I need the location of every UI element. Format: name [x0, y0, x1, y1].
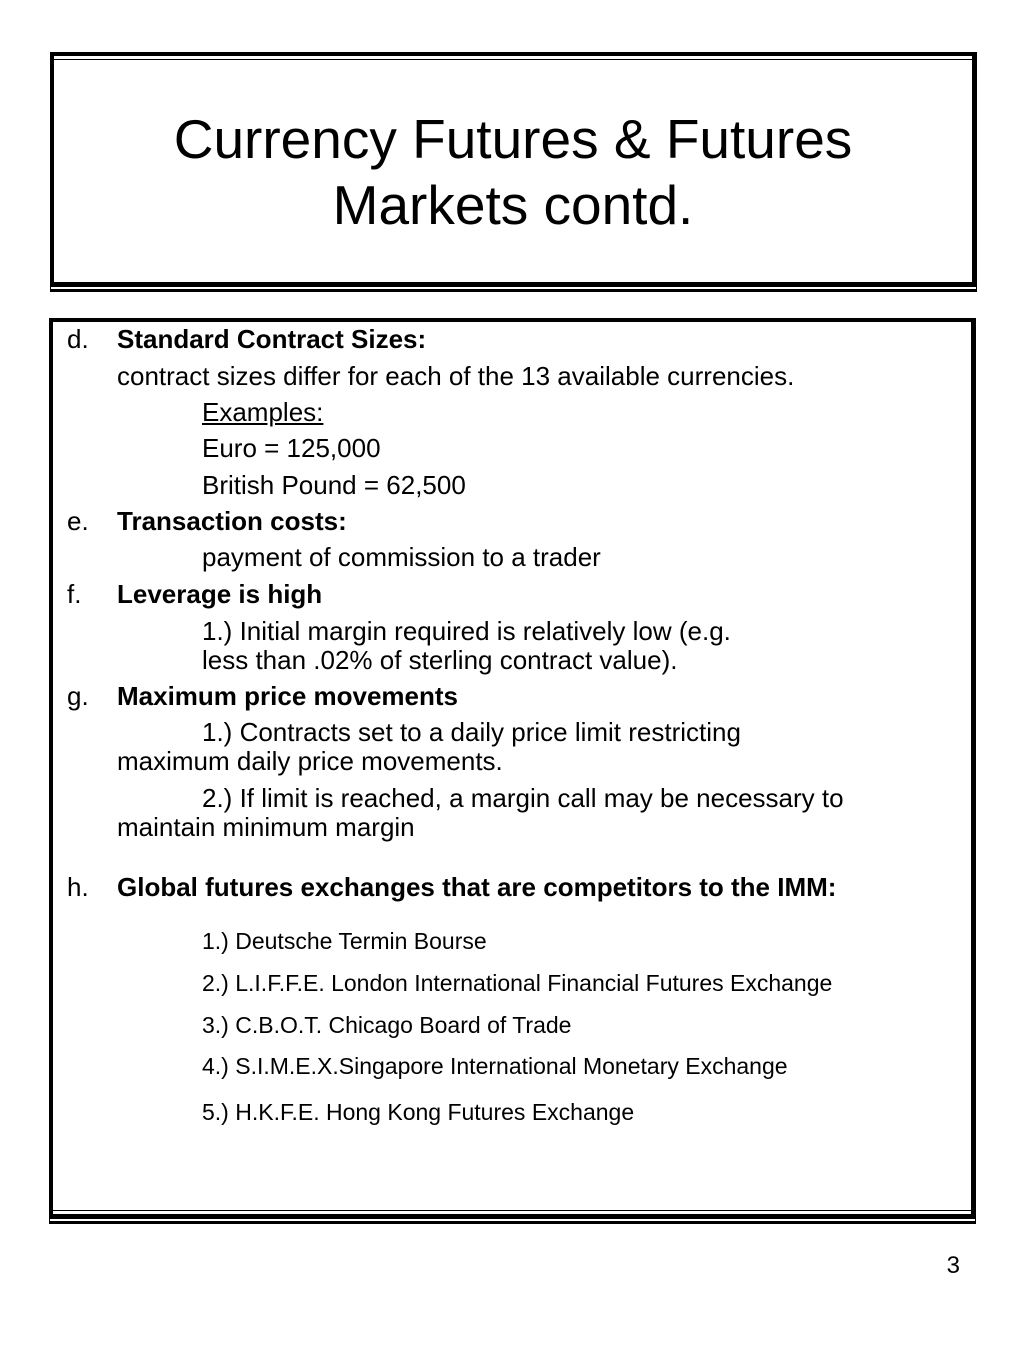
- title-box: [50, 52, 977, 287]
- section-g-item1-line1: 1.) Contracts set to a daily price limit restricting: [202, 717, 741, 747]
- section-h-marker: h.: [67, 872, 89, 902]
- section-f-text-line2: less than .02% of sterling contract value).: [202, 645, 678, 675]
- exchange-item: 1.) Deutsche Termin Bourse: [202, 928, 487, 954]
- example-euro: Euro = 125,000: [202, 433, 381, 463]
- section-g-heading: Maximum price movements: [117, 681, 459, 711]
- section-e-heading: Transaction costs:: [117, 506, 347, 536]
- examples-label: Examples:: [202, 397, 324, 427]
- exchange-item: 2.) L.I.F.F.E. London International Financial Futures Exchange: [202, 970, 833, 996]
- title-line-1: Currency Futures & Futures: [173, 108, 853, 170]
- slide-title: [54, 106, 972, 238]
- section-h-heading: Global futures exchanges that are competitors to the IMM:: [117, 872, 837, 902]
- content-box: [49, 318, 976, 1219]
- page-number: 3: [946, 1252, 960, 1279]
- section-f-text-line1: 1.) Initial margin required is relatively low (e.g.: [202, 616, 731, 646]
- exchange-item: 3.) C.B.O.T. Chicago Board of Trade: [202, 1012, 572, 1038]
- section-f-heading: Leverage is high: [117, 579, 323, 609]
- example-british-pound: British Pound = 62,500: [202, 470, 466, 500]
- section-g-item2-line2: maintain minimum margin: [117, 812, 415, 842]
- section-d-heading: Standard Contract Sizes:: [117, 324, 427, 354]
- section-d-marker: d.: [67, 324, 89, 354]
- exchange-item: 4.) S.I.M.E.X.Singapore International Monetary Exchange: [202, 1053, 788, 1079]
- title-line-2: Markets contd.: [332, 174, 694, 236]
- section-g-item2-line1: 2.) If limit is reached, a margin call may be necessary to: [202, 783, 844, 813]
- exchange-item: 5.) H.K.F.E. Hong Kong Futures Exchange: [202, 1099, 635, 1125]
- section-e-marker: e.: [67, 506, 89, 536]
- section-d-text: contract sizes differ for each of the 13 available currencies.: [117, 361, 795, 391]
- section-g-item1-line2: maximum daily price movements.: [117, 746, 503, 776]
- section-f-marker: f.: [67, 579, 82, 609]
- section-e-text: payment of commission to a trader: [202, 542, 601, 572]
- section-g-marker: g.: [67, 681, 89, 711]
